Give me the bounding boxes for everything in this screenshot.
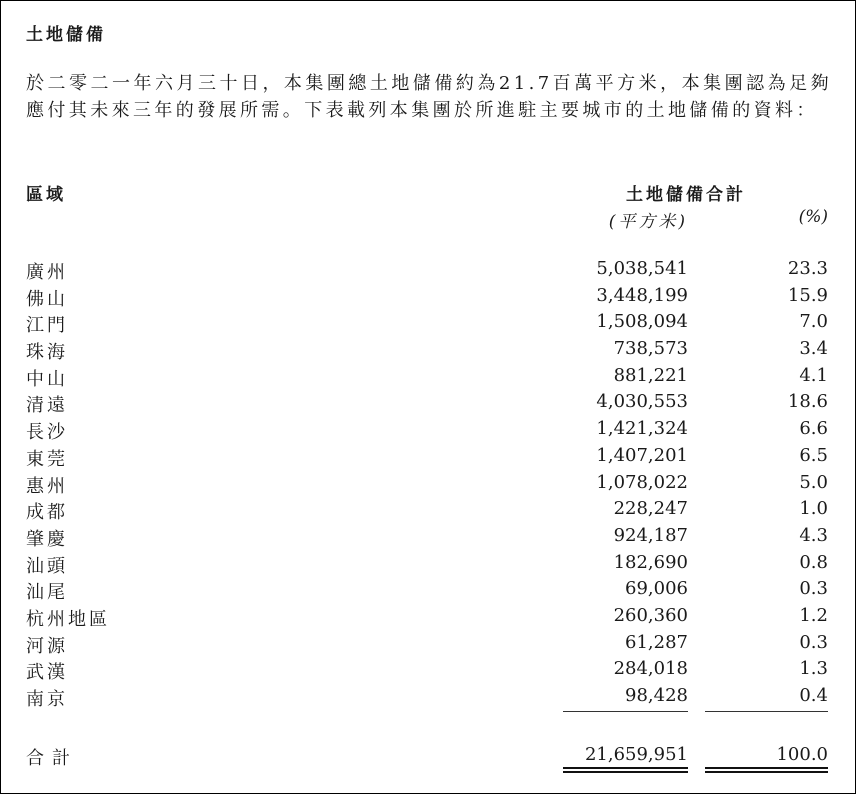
region-name: 汕尾	[26, 582, 68, 604]
percent-value: 0.8	[799, 551, 828, 573]
percent-subtotal-rule	[705, 711, 828, 712]
region-name: 佛山	[26, 288, 68, 310]
table-row	[0, 338, 856, 365]
percent-value: 6.5	[799, 444, 828, 466]
table-row	[0, 552, 856, 579]
region-name: 河源	[26, 635, 68, 657]
region-name: 珠海	[26, 342, 68, 364]
percent-value: 0.4	[799, 685, 828, 706]
land-area-value: 61,287	[625, 631, 688, 653]
land-area-value: 1,078,022	[596, 471, 688, 493]
percent-value: 5.0	[799, 471, 828, 493]
land-area-value: 4,030,553	[596, 391, 688, 413]
table-row	[0, 285, 856, 312]
region-name: 清遠	[26, 395, 68, 417]
land-area-value: 182,690	[613, 551, 688, 573]
total-percent: 100.0	[776, 744, 828, 765]
region-name: 肇慶	[26, 528, 68, 550]
percent-value: 23.3	[787, 258, 828, 279]
percent-value: 1.2	[799, 604, 828, 626]
percent-total-double-rule-bottom	[705, 771, 828, 773]
percent-value: 3.4	[799, 338, 828, 360]
table-row	[0, 365, 856, 392]
table-row	[0, 658, 856, 685]
region-name: 南京	[26, 689, 68, 710]
total-label: 合計	[26, 748, 78, 769]
region-name: 成都	[26, 502, 68, 524]
table-row	[0, 445, 856, 472]
table-row	[0, 311, 856, 338]
region-name: 長沙	[26, 422, 68, 444]
region-name: 中山	[26, 368, 68, 390]
table-row	[0, 472, 856, 499]
area-total-double-rule-bottom	[563, 771, 688, 773]
region-name: 江門	[26, 315, 68, 337]
land-area-value: 228,247	[613, 498, 688, 520]
land-bank-table	[0, 258, 856, 712]
table-row	[0, 418, 856, 445]
table-row	[0, 258, 856, 285]
region-name: 杭州地區	[26, 608, 110, 630]
table-row	[0, 685, 856, 712]
land-area-value: 881,221	[613, 364, 688, 386]
table-row	[0, 632, 856, 659]
percent-value: 1.3	[799, 658, 828, 680]
area-total-double-rule-top	[563, 767, 688, 769]
percent-value: 0.3	[799, 631, 828, 653]
percent-total-double-rule-top	[705, 767, 828, 769]
land-area-value: 69,006	[625, 578, 688, 600]
land-area-value: 98,428	[625, 685, 688, 706]
section-heading: 土地儲備	[26, 25, 106, 45]
percent-value: 4.3	[799, 524, 828, 546]
total-area: 21,659,951	[584, 744, 688, 765]
region-name: 武漢	[26, 662, 68, 684]
table-row	[0, 498, 856, 525]
table-row	[0, 525, 856, 552]
percent-value: 15.9	[787, 284, 828, 306]
region-name: 惠州	[26, 475, 68, 497]
percent-unit-label: (%)	[798, 207, 828, 227]
percent-value: 6.6	[799, 418, 828, 440]
land-area-value: 260,360	[613, 604, 688, 626]
region-column-header: 區域	[26, 185, 66, 205]
table-row	[0, 605, 856, 632]
percent-value: 4.1	[799, 364, 828, 386]
total-column-header: 土地儲備合計	[626, 185, 746, 205]
intro-paragraph: 於二零二一年六月三十日，本集團總土地儲備約為21.7百萬平方米，本集團認為足夠應付其未來三年的發展所需。下表載列本集團於所進駐主要城市的土地儲備的資料：	[26, 73, 832, 121]
area-unit-label: (平方米)	[608, 212, 688, 232]
region-name: 廣州	[26, 262, 68, 283]
land-area-value: 1,407,201	[596, 444, 688, 466]
land-area-value: 1,421,324	[596, 418, 688, 440]
land-area-value: 738,573	[613, 338, 688, 360]
region-name: 汕頭	[26, 555, 68, 577]
table-row	[0, 578, 856, 605]
percent-value: 1.0	[799, 498, 828, 520]
table-row	[0, 391, 856, 418]
region-name: 東莞	[26, 448, 68, 470]
area-subtotal-rule	[563, 711, 688, 712]
percent-value: 0.3	[799, 578, 828, 600]
percent-value: 18.6	[787, 391, 828, 413]
land-area-value: 284,018	[613, 658, 688, 680]
percent-value: 7.0	[799, 311, 828, 333]
land-area-value: 1,508,094	[596, 311, 688, 333]
land-area-value: 924,187	[613, 524, 688, 546]
land-area-value: 5,038,541	[596, 258, 688, 279]
land-area-value: 3,448,199	[596, 284, 688, 306]
